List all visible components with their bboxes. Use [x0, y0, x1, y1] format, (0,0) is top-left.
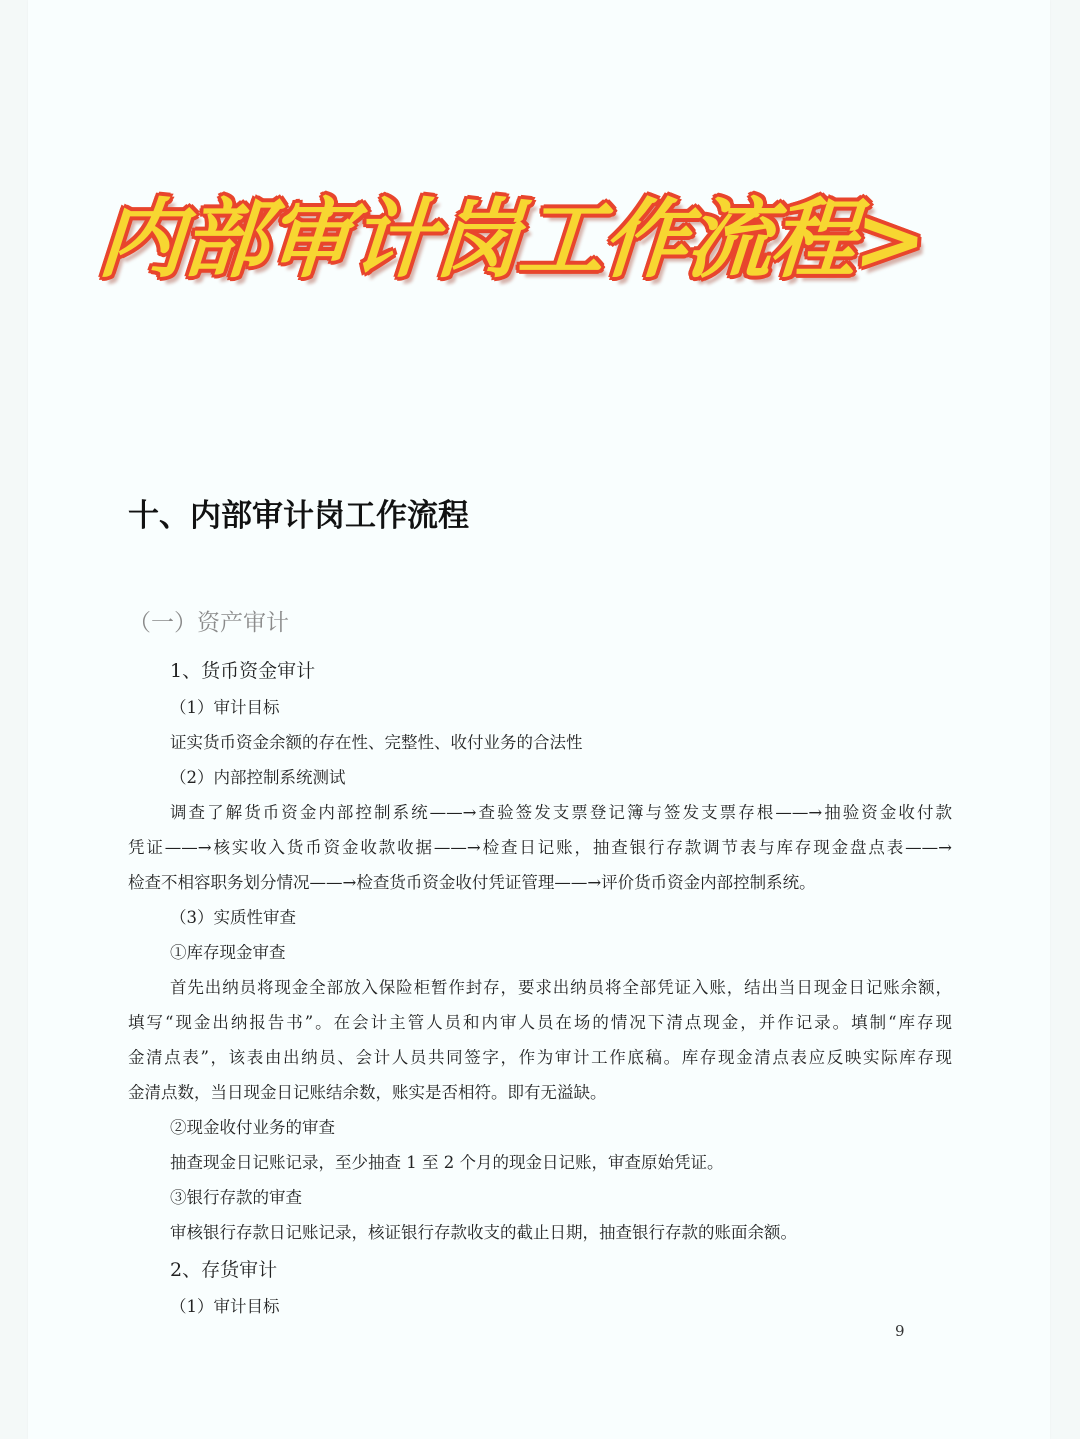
item-heading: （1）审计目标	[170, 1297, 280, 1316]
paragraph-line: 金清点表”，该表由出纳员、会计人员共同签字，作为审计工作底稿。库存现金清点表应反映实际库存现	[128, 1048, 952, 1067]
subsection-heading: 2、存货审计	[170, 1259, 278, 1281]
title-banner: 内部审计岗工作流程>	[94, 190, 928, 290]
item-heading: （3）实质性审查	[170, 908, 296, 927]
paragraph-line: 首先出纳员将现金全部放入保险柜暂作封存，要求出纳员将全部凭证入账，结出当日现金日记账余额，	[170, 978, 952, 997]
page-number: 9	[895, 1322, 905, 1340]
paragraph-line: 抽查现金日记账记录，至少抽查 1 至 2 个月的现金日记账，审查原始凭证。	[170, 1153, 724, 1172]
section-heading: （一）资产审计	[128, 610, 289, 636]
paragraph-line: 凭证——→核实收入货币资金收款收据——→检查日记账，抽查银行存款调节表与库存现金盘点表——→	[128, 838, 952, 857]
subsection-heading: 1、货币资金审计	[170, 660, 316, 682]
item-heading: ③银行存款的审查	[170, 1188, 302, 1207]
paragraph-line: 证实货币资金余额的存在性、完整性、收付业务的合法性	[170, 733, 583, 752]
chapter-heading: 十、内部审计岗工作流程	[128, 498, 469, 534]
item-heading: （2）内部控制系统测试	[170, 768, 346, 787]
item-heading: ②现金收付业务的审查	[170, 1118, 335, 1137]
item-heading: （1）审计目标	[170, 698, 280, 717]
paragraph-line: 检查不相容职务划分情况——→检查货币资金收付凭证管理——→评价货币资金内部控制系统。	[128, 873, 816, 892]
paragraph-line: 填写“现金出纳报告书”。在会计主管人员和内审人员在场的情况下清点现金，并作记录。填制“库存现	[128, 1013, 952, 1032]
paragraph-line: 金清点数，当日现金日记账结余数，账实是否相符。即有无溢缺。	[128, 1083, 607, 1102]
item-heading: ①库存现金审查	[170, 943, 286, 962]
paragraph-line: 审核银行存款日记账记录，核证银行存款收支的截止日期，抽查银行存款的账面余额。	[170, 1223, 797, 1242]
paragraph-line: 调查了解货币资金内部控制系统——→查验签发支票登记簿与签发支票存根——→抽验资金收付款	[170, 803, 952, 822]
